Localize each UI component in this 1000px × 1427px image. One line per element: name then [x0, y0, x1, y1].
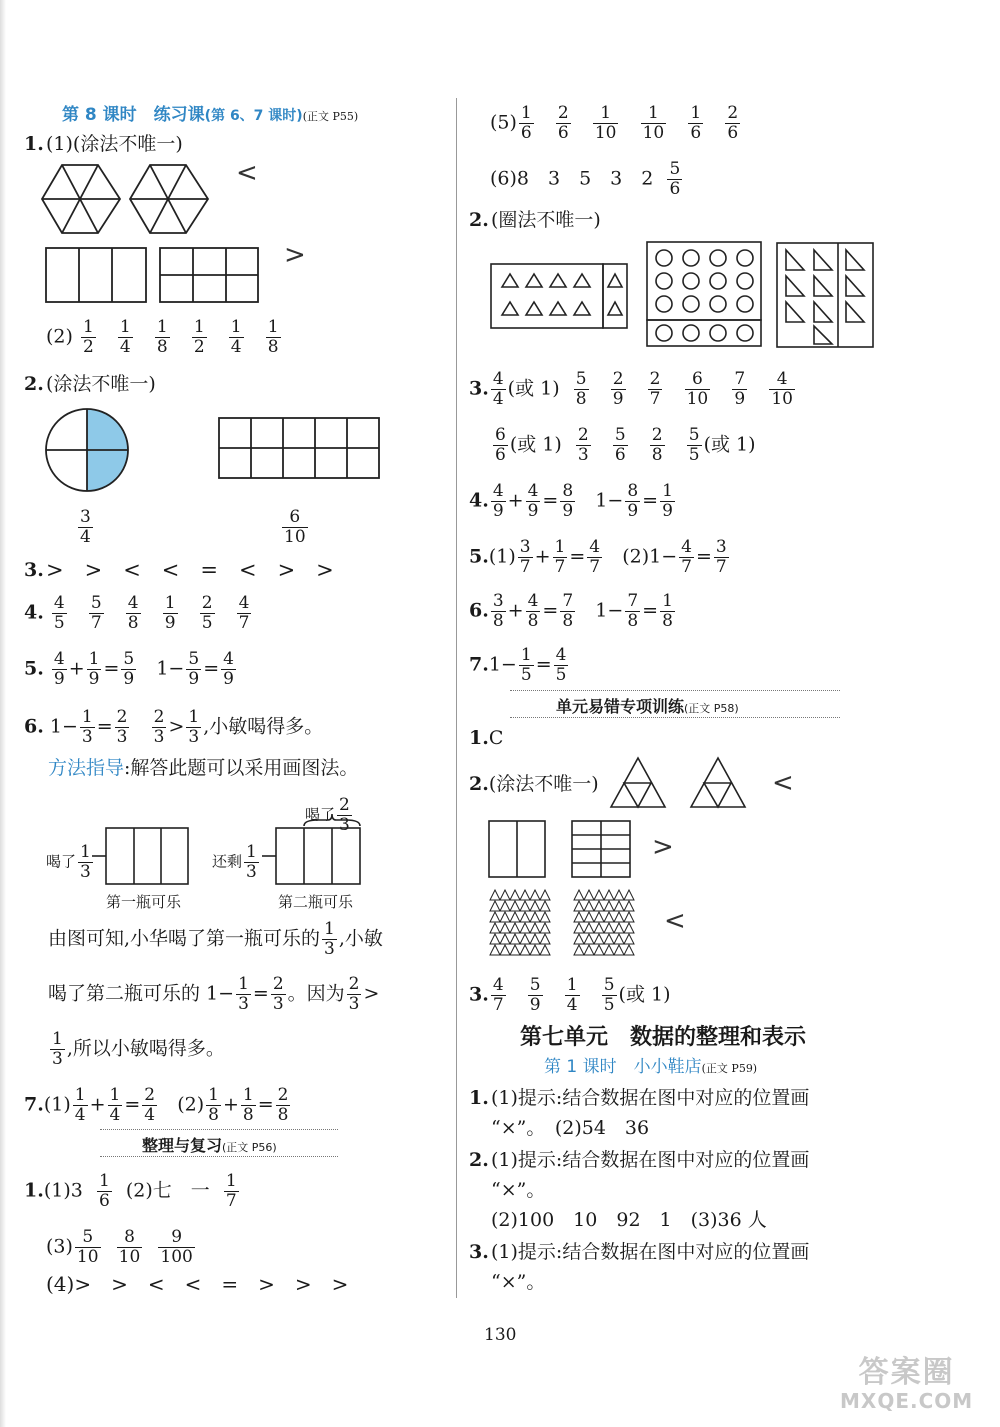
fraction: $\frac{4}{8}$: [127, 593, 139, 633]
fraction: $\frac{1}{6}$: [520, 103, 532, 143]
small-triangle: [604, 890, 614, 900]
fraction: $\frac{1}{8}$: [242, 1085, 254, 1125]
e2-symbol-lt: <: [772, 768, 794, 798]
small-triangle: [510, 945, 520, 955]
small-triangle: [614, 934, 624, 944]
small-triangle: [540, 912, 550, 922]
q7-line: 7.(1) $\frac{1}{4}$ + $\frac{1}{4}$ = $\frac{2}{4}$ (2) $\frac{1}{8}$ + $\frac{1}{8}$ = $\frac{2}{8}$: [24, 1085, 289, 1125]
fraction: $\frac{1}{9}$: [662, 481, 673, 521]
small-triangle: [624, 912, 634, 922]
fraction: $\frac{1}{4}$: [74, 1085, 86, 1125]
hexagon-figures: [40, 163, 210, 233]
small-triangle: [594, 912, 604, 922]
r1-part4: (4)> > < < = > > >: [46, 1272, 349, 1296]
fraction: $\frac{1}{4}$: [119, 317, 131, 357]
q3-number: 3.: [24, 559, 44, 581]
fraction: $\frac{6}{10}$: [686, 369, 709, 409]
fraction: $\frac{1}{6}$: [98, 1171, 110, 1211]
small-triangle: [594, 890, 604, 900]
small-triangle: [530, 890, 540, 900]
fraction: $\frac{1}{4}$: [109, 1085, 121, 1125]
small-triangle: [520, 934, 530, 944]
small-triangle: [604, 923, 614, 933]
q5-line: 5. $\frac{4}{9}$ + $\frac{1}{9}$ = $\frac{5}{9}$ 1− $\frac{5}{9}$ = $\frac{4}{9}$: [24, 649, 234, 689]
q5-number: 5.: [24, 657, 44, 680]
small-triangle: [540, 945, 550, 955]
fraction: $\frac{1}{5}$: [520, 645, 532, 685]
u3-line2: “×”。: [491, 1271, 546, 1293]
bottle2-caption: 第二瓶可乐: [278, 893, 354, 911]
e2-symbol-gt: >: [652, 832, 674, 862]
small-triangle: [624, 945, 634, 955]
fraction: $\frac{7}{8}$: [562, 591, 574, 631]
fraction: $\frac{2}{3}$: [577, 425, 589, 465]
method-guidance: [48, 756, 358, 780]
fraction: $\frac{1}{10}$: [594, 103, 617, 143]
fraction: $\frac{1}{9}$: [164, 593, 176, 633]
fraction: $\frac{8}{9}$: [627, 481, 639, 521]
fraction: $\frac{1}{3}$: [80, 842, 91, 882]
q2-text: (涂法不唯一): [46, 373, 156, 395]
small-triangle: [574, 912, 584, 922]
fraction: $\frac{2}{7}$: [649, 369, 661, 409]
u1-number: 1.: [469, 1087, 489, 1109]
fraction: $\frac{2}{3}$: [153, 707, 165, 747]
fraction: $\frac{5}{5}$: [688, 425, 700, 465]
u2-line1: (1)提示:结合数据在图中对应的位置画: [491, 1149, 810, 1171]
bottle1-caption: 第一瓶可乐: [106, 893, 182, 911]
fraction: $\frac{1}{3}$: [81, 707, 93, 747]
small-triangle: [594, 945, 604, 955]
small-triangle: [510, 901, 520, 911]
small-triangle: [584, 901, 594, 911]
e2-rectangles: [488, 820, 633, 880]
fraction: $\frac{4}{7}$: [492, 975, 504, 1015]
fraction: $\frac{1}{6}$: [690, 103, 702, 143]
fraction: $\frac{4}{5}$: [555, 645, 567, 685]
e2-line: 2.(涂法不唯一): [469, 773, 599, 795]
small-triangle: [500, 934, 510, 944]
u3-number: 3.: [469, 1241, 489, 1263]
u3-line1: (1)提示:结合数据在图中对应的位置画: [491, 1241, 810, 1263]
small-triangle: [490, 890, 500, 900]
small-triangle: [614, 923, 624, 933]
r1-number: 1.: [24, 1179, 44, 1202]
small-triangle: [574, 890, 584, 900]
lesson-title: 第 8 课时 练习课: [62, 105, 205, 125]
fraction: $\frac{5}{10}$: [76, 1227, 99, 1267]
fraction: $\frac{2}{8}$: [651, 425, 663, 465]
r1-part3: (3) $\frac{5}{10}$ $\frac{8}{10}$ $\frac{9}{100}$: [46, 1227, 193, 1267]
u1-line1: (1)提示:结合数据在图中对应的位置画: [491, 1087, 810, 1109]
fraction: $\frac{2}{4}$: [144, 1085, 156, 1125]
small-triangle: [490, 901, 500, 911]
small-triangle: [500, 923, 510, 933]
small-triangle: [540, 934, 550, 944]
method-text: :解答此题可以采用画图法。: [124, 757, 359, 779]
small-triangle: [500, 912, 510, 922]
small-triangle: [584, 945, 594, 955]
small-triangle: [530, 934, 540, 944]
fraction: $\frac{4}{7}$: [681, 537, 692, 577]
q4-line: [24, 594, 253, 633]
fraction: $\frac{5}{6}$: [614, 425, 626, 465]
small-triangle: [520, 945, 530, 955]
fraction: $\frac{9}{100}$: [160, 1227, 193, 1267]
e1-line: 1.C: [469, 727, 504, 749]
fraction: $\frac{3}{8}$: [492, 591, 504, 631]
small-triangle: [604, 934, 614, 944]
r-q4-line: 4. $\frac{4}{9}$ + $\frac{4}{9}$ = $\frac{8}{9}$ 1− $\frac{8}{9}$ = $\frac{1}{9}$: [469, 481, 673, 521]
small-triangle: [614, 890, 624, 900]
small-triangle: [574, 923, 584, 933]
fraction: $\frac{8}{10}$: [118, 1227, 141, 1267]
q3-text: > > < < = < > >: [46, 558, 334, 582]
small-triangle: [490, 945, 500, 955]
fraction: $\frac{1}{2}$: [193, 317, 205, 357]
fraction: $\frac{1}{7}$: [554, 537, 566, 577]
r-q2-text: (圈法不唯一): [491, 209, 601, 231]
q2-number: 2.: [24, 373, 44, 395]
fraction: $\frac{4}{9}$: [492, 481, 504, 521]
fraction: $\frac{3}{7}$: [715, 537, 727, 577]
small-triangle: [510, 890, 520, 900]
fraction: $\frac{5}{5}$: [603, 975, 615, 1015]
fraction: $\frac{5}{9}$: [123, 649, 135, 689]
method-drank-top: 喝了 $\frac{2}{3}$: [305, 795, 350, 835]
grid-figure: [218, 417, 383, 481]
binding-edge: [0, 0, 6, 1427]
fraction: $\frac{2}{3}$: [116, 707, 128, 747]
small-triangle: [604, 912, 614, 922]
q1-symbol-gt: >: [284, 240, 306, 270]
q1-symbol-lt: <: [236, 158, 258, 188]
fraction: $\frac{4}{9}$: [53, 649, 65, 689]
fraction: $\frac{1}{2}$: [82, 317, 94, 357]
r-q5-line: (5) $\frac{1}{6}$ $\frac{2}{6}$ $\frac{1}{10}$ $\frac{1}{10}$ $\frac{1}{6}$ $\frac{2}{6}$: [490, 103, 739, 143]
fraction: $\frac{8}{9}$: [562, 481, 574, 521]
small-triangle: [520, 890, 530, 900]
lesson1-header: 第 1 课时 小小鞋店(正文 P59): [544, 1057, 758, 1077]
u2-line3: (2)100 10 92 1 (3)36 人: [491, 1209, 767, 1231]
fraction: $\frac{2}{3}$: [272, 974, 284, 1014]
u1-line2: “×”。 (2)54 36: [491, 1117, 650, 1139]
small-triangle: [510, 923, 520, 933]
small-triangle: [574, 934, 584, 944]
page-number: 130: [484, 1325, 517, 1345]
explain-line3: $\frac{1}{3}$ ,所以小敏喝得多。: [52, 1029, 225, 1069]
small-triangle: [584, 934, 594, 944]
small-triangle: [624, 923, 634, 933]
fraction: $\frac{7}{9}$: [734, 369, 746, 409]
fraction: $\frac{4}{8}$: [527, 591, 539, 631]
fraction: $\frac{6}{6}$: [495, 425, 506, 465]
small-triangle: [520, 901, 530, 911]
small-triangle: [520, 923, 530, 933]
fraction: $\frac{5}{8}$: [575, 369, 587, 409]
fraction: $\frac{1}{8}$: [267, 317, 279, 357]
fraction: $\frac{1}{8}$: [208, 1085, 219, 1125]
small-triangle: [530, 945, 540, 955]
fraction: $\frac{3}{7}$: [519, 537, 531, 577]
fraction: $\frac{4}{10}$: [771, 369, 793, 409]
small-triangle: [540, 901, 550, 911]
small-triangle: [574, 945, 584, 955]
lesson-paren: (第 6、7 课时): [204, 108, 303, 124]
small-triangle: [594, 901, 604, 911]
fraction: $\frac{4}{9}$: [223, 649, 234, 689]
small-triangle: [490, 934, 500, 944]
small-triangle: [510, 912, 520, 922]
small-triangle: [614, 912, 624, 922]
fraction: $\frac{5}{7}$: [90, 593, 102, 633]
q6-line: 6. 1− $\frac{1}{3}$ = $\frac{2}{3}$ $\frac{2}{3}$ > $\frac{1}{3}$ ,小敏喝得多。: [24, 707, 324, 747]
small-triangle: [500, 945, 510, 955]
triangle-figures: [608, 755, 748, 811]
small-triangle: [594, 923, 604, 933]
small-triangle: [530, 912, 540, 922]
r1-line: 1.(1)3 $\frac{1}{6}$ (2)七 一 $\frac{1}{7}$: [24, 1171, 237, 1211]
q1-number: 1.: [24, 133, 44, 155]
method-drank-left: 喝了 $\frac{1}{3}$: [46, 842, 91, 882]
fraction: $\frac{1}{3}$: [238, 974, 249, 1014]
errors-header: 单元易错专项训练(正文 P58): [556, 697, 739, 716]
fraction: $\frac{1}{7}$: [225, 1171, 237, 1211]
explain-line2: 喝了第二瓶可乐的 1− $\frac{1}{3}$ = $\frac{2}{3}$ 。因为 $\frac{2}{3}$ >: [48, 974, 380, 1014]
fraction: $\frac{2}{9}$: [612, 369, 624, 409]
small-triangle: [500, 890, 510, 900]
review-rule-bottom: [100, 1156, 338, 1157]
q2-answer-b: [280, 508, 310, 547]
errors-rule-top: [510, 690, 840, 691]
fraction: $\frac{1}{8}$: [156, 317, 168, 357]
fraction: $\frac{1}{3}$: [324, 919, 335, 959]
r-q3-line1: 3. $\frac{4}{4}$ (或 1) $\frac{5}{8}$ $\frac{2}{9}$ $\frac{2}{7}$ $\frac{6}{10}$ $\frac{7}{9}$ $\frac{4}{10}$: [469, 369, 793, 409]
small-triangle: [530, 923, 540, 933]
u2-number: 2.: [469, 1149, 489, 1171]
q6-number: 6.: [24, 715, 44, 738]
method-remain: 还剩 $\frac{1}{3}$: [212, 842, 257, 882]
fraction: $\frac{4}{5}$: [53, 593, 65, 633]
r-q5b-line: 5.(1) $\frac{3}{7}$ + $\frac{1}{7}$ = $\frac{4}{7}$ (2)1− $\frac{4}{7}$ = $\frac{3}{7}$: [469, 537, 727, 577]
r-q7-line: 7.1− $\frac{1}{5}$ = $\frac{4}{5}$: [469, 645, 567, 685]
r-q6b-line: 6. $\frac{3}{8}$ + $\frac{4}{8}$ = $\frac{7}{8}$ 1− $\frac{7}{8}$ = $\frac{1}{8}$: [469, 591, 673, 631]
fraction: $\frac{2}{5}$: [201, 593, 213, 633]
watermark-logo: 答案圈 MXQE.COM: [840, 1355, 974, 1413]
review-header: 整理与复习(正文 P56): [142, 1136, 277, 1155]
fraction: $\frac{2}{8}$: [277, 1085, 289, 1125]
fraction: $\frac{1}{8}$: [662, 591, 673, 631]
small-triangle: [624, 890, 634, 900]
q2-answer-a: [76, 508, 95, 547]
small-triangle: [500, 901, 510, 911]
fraction: $\frac{1}{3}$: [246, 842, 257, 882]
fraction: $\frac{3}{4}$: [80, 507, 91, 547]
fraction: $\frac{5}{9}$: [188, 649, 200, 689]
unit7-title: 第七单元 数据的整理和表示: [520, 1025, 807, 1050]
small-triangle: [614, 901, 624, 911]
small-triangle: [624, 934, 634, 944]
fraction: $\frac{6}{10}$: [284, 507, 306, 547]
fraction: $\frac{2}{3}$: [348, 974, 360, 1014]
small-triangle: [510, 934, 520, 944]
q1-part2: [46, 318, 283, 357]
errors-rule-bottom: [510, 717, 840, 718]
method-label: 方法指导: [48, 757, 125, 779]
fraction: $\frac{5}{6}$: [669, 159, 681, 199]
q1-text: (1)(涂法不唯一): [46, 133, 183, 155]
q4-number: 4.: [24, 601, 44, 624]
small-triangle: [540, 890, 550, 900]
r-q2-number: 2.: [469, 209, 489, 231]
fraction: $\frac{4}{7}$: [589, 537, 601, 577]
small-triangle: [530, 901, 540, 911]
small-triangle: [604, 945, 614, 955]
small-triangle: [574, 901, 584, 911]
small-triangle: [594, 934, 604, 944]
r-q6-line: (6)8 3 5 3 2 $\frac{5}{6}$: [490, 159, 681, 199]
fraction: $\frac{4}{9}$: [527, 481, 539, 521]
lesson-header: [62, 100, 358, 125]
triangle-grids: [488, 890, 638, 960]
circle-box: [646, 241, 766, 351]
explain-line1: 由图可知,小华喝了第一瓶可乐的 $\frac{1}{3}$ ,小敏: [48, 919, 383, 959]
fraction: $\frac{4}{4}$: [492, 369, 504, 409]
e2-symbol-lt2: <: [664, 906, 686, 936]
fraction: $\frac{5}{9}$: [529, 975, 541, 1015]
r-q3-line2: $\frac{6}{6}$ (或 1) $\frac{2}{3}$ $\frac{5}{6}$ $\frac{2}{8}$ $\frac{5}{5}$ (或 1): [495, 425, 756, 465]
triangle-box: [490, 263, 630, 329]
fraction: $\frac{2}{6}$: [727, 103, 739, 143]
fraction: $\frac{1}{4}$: [566, 975, 578, 1015]
fraction: $\frac{1}{3}$: [52, 1029, 63, 1069]
small-triangle: [540, 923, 550, 933]
small-triangle: [490, 912, 500, 922]
small-triangle: [584, 890, 594, 900]
small-triangle: [614, 945, 624, 955]
fraction: $\frac{7}{8}$: [627, 591, 639, 631]
circle-figure: [44, 407, 134, 493]
review-rule-top: [100, 1129, 338, 1130]
lesson-ref: (正文 P55): [302, 110, 359, 123]
small-triangle: [490, 923, 500, 933]
fraction: $\frac{1}{10}$: [642, 103, 665, 143]
small-triangle: [584, 912, 594, 922]
fraction: $\frac{4}{7}$: [238, 593, 250, 633]
fraction: $\frac{1}{3}$: [188, 707, 200, 747]
fraction: $\frac{1}{4}$: [230, 317, 242, 357]
small-triangle: [584, 923, 594, 933]
fraction: $\frac{2}{6}$: [557, 103, 569, 143]
q1-part2-label: (2): [46, 325, 73, 348]
q7-number: 7.: [24, 1093, 44, 1116]
right-triangle-box: [776, 242, 876, 350]
column-divider: [456, 98, 457, 1298]
u2-line2: “×”。: [491, 1179, 546, 1201]
small-triangle: [604, 901, 614, 911]
small-triangle: [520, 912, 530, 922]
fraction: $\frac{1}{9}$: [88, 649, 100, 689]
e3-line: 3. $\frac{4}{7}$ $\frac{5}{9}$ $\frac{1}{4}$ $\frac{5}{5}$ (或 1): [469, 975, 671, 1015]
rectangle-figures: [45, 247, 260, 305]
fraction: $\frac{2}{3}$: [339, 795, 350, 835]
small-triangle: [624, 901, 634, 911]
